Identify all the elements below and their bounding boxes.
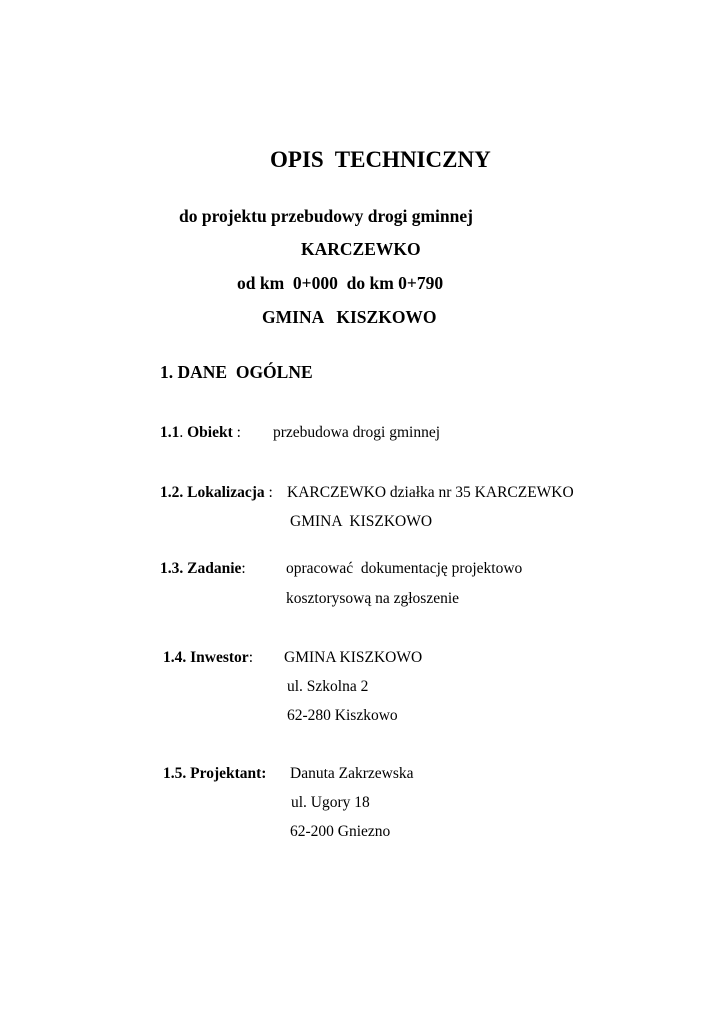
item-lokalizacja-value-1: KARCZEWKO działka nr 35 KARCZEWKO <box>287 484 574 501</box>
item-inwestor-value-2: ul. Szkolna 2 <box>287 678 369 695</box>
item-projektant-value-2: ul. Ugory 18 <box>291 794 370 811</box>
item-projektant-label <box>163 766 266 782</box>
item-obiekt-number: 1.1 <box>160 424 180 441</box>
item-obiekt-label <box>160 425 241 441</box>
item-zadanie-label <box>160 561 246 577</box>
document-title: OPIS TECHNICZNY <box>270 147 491 172</box>
item-inwestor-label <box>163 650 253 666</box>
item-lokalizacja-colon: : <box>264 484 273 501</box>
item-zadanie-colon: : <box>241 560 246 577</box>
subtitle-line-3: od km 0+000 do km 0+790 <box>237 273 444 293</box>
subtitle-line-1: do projektu przebudowy drogi gminnej <box>179 206 473 226</box>
item-zadanie-name: 1.3. Zadanie <box>160 560 242 577</box>
item-inwestor-colon: : <box>248 649 253 666</box>
item-obiekt-value: przebudowa drogi gminnej <box>273 424 441 441</box>
item-obiekt-name: Obiekt <box>187 424 233 441</box>
item-lokalizacja-label <box>160 485 273 501</box>
item-lokalizacja-value-2: GMINA KISZKOWO <box>290 513 433 530</box>
item-projektant-name: 1.5. Projektant: <box>163 765 267 782</box>
item-lokalizacja-name: 1.2. Lokalizacja <box>160 484 265 501</box>
item-inwestor-value-3: 62-280 Kiszkowo <box>287 707 398 724</box>
item-obiekt-colon: : <box>232 424 241 441</box>
item-projektant-value-1: Danuta Zakrzewska <box>290 765 414 782</box>
item-obiekt-separator: . <box>179 424 188 441</box>
item-inwestor-name: 1.4. Inwestor <box>163 649 249 666</box>
item-inwestor-value-1: GMINA KISZKOWO <box>284 649 423 666</box>
subtitle-line-4: GMINA KISZKOWO <box>262 307 437 327</box>
item-zadanie-value-1: opracować dokumentację projektowo <box>286 560 523 577</box>
subtitle-line-2: KARCZEWKO <box>301 239 421 259</box>
item-zadanie-value-2: kosztorysową na zgłoszenie <box>286 590 460 607</box>
section-heading: 1. DANE OGÓLNE <box>160 362 313 382</box>
item-projektant-value-3: 62-200 Gniezno <box>290 823 391 840</box>
